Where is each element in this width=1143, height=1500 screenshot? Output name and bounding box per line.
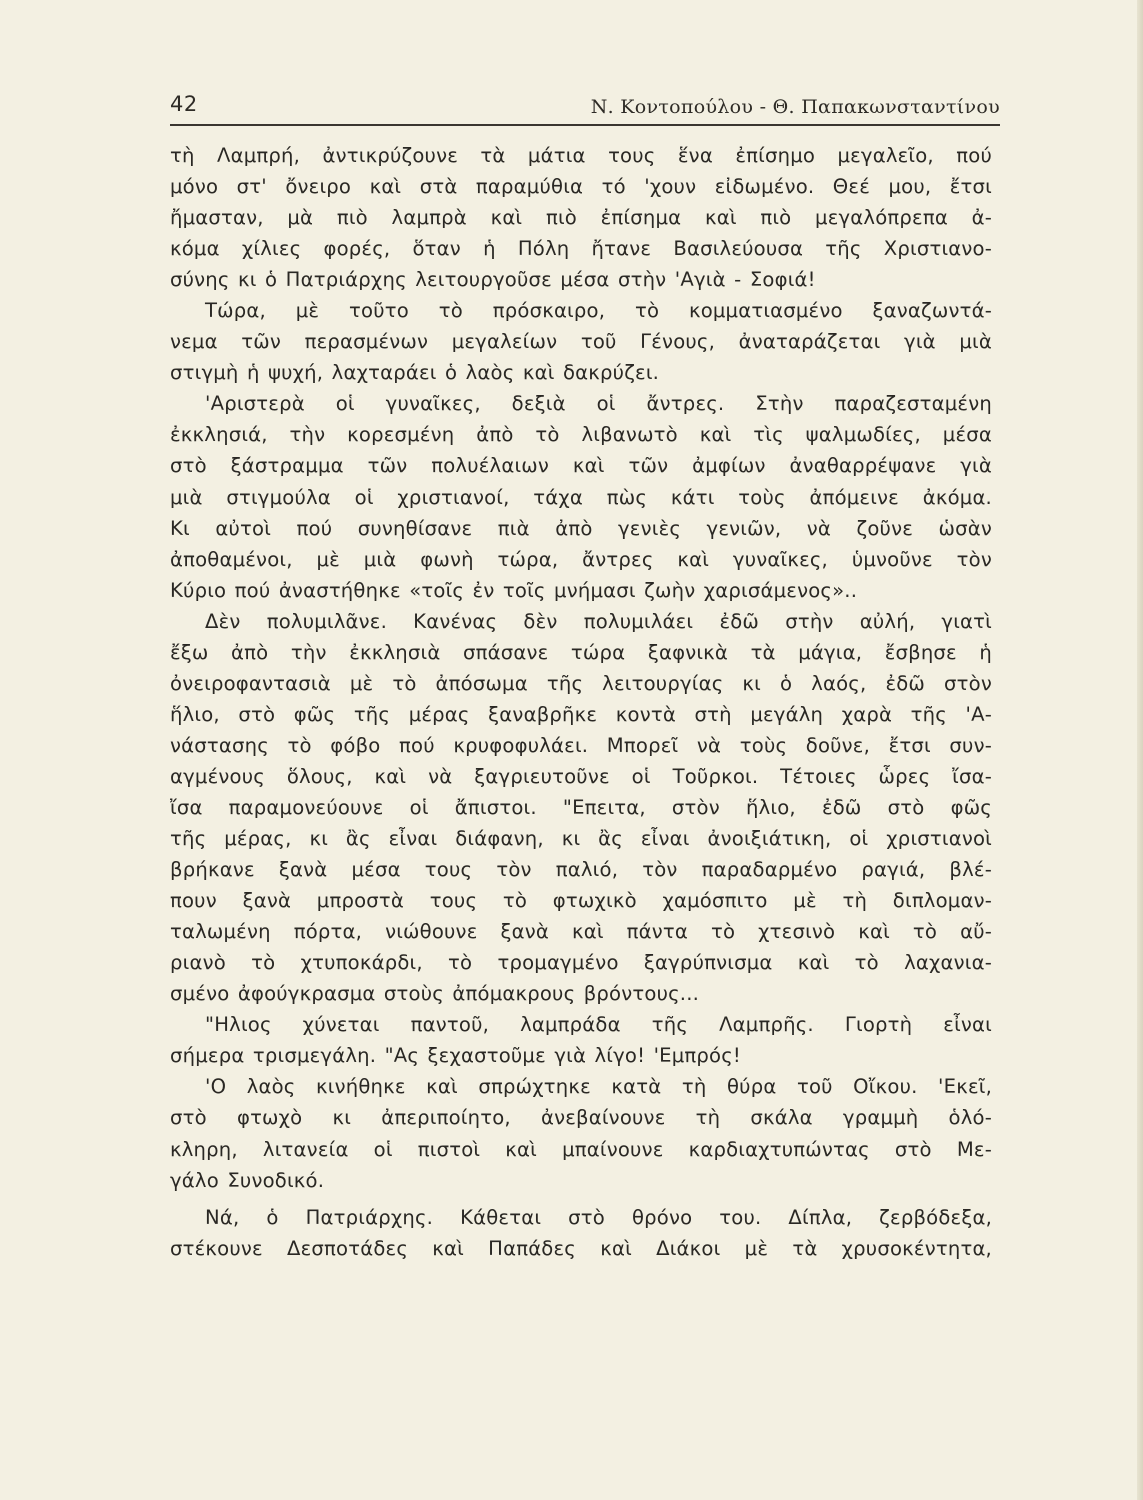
text-line: Δὲν πολυμιλᾶνε. Κανένας δὲν πολυμιλάει ἐδῶ στὴν αὐλή, γιατὶ <box>205 609 992 633</box>
text-line: 'Ο λαὸς κινήθηκε καὶ σπρώχτηκε κατὰ τὴ θύρα τοῦ Οἴκου. 'Εκεῖ, <box>205 1075 992 1099</box>
page-edge <box>1137 0 1143 1500</box>
text-line: ἴσα παραμονεύουνε οἱ ἄπιστοι. "Επειτα, στὸν ἥλιο, ἐδῶ στὸ φῶς <box>170 795 992 819</box>
text-line: ριανὸ τὸ χτυποκάρδι, τὸ τρομαγμένο ξαγρύπνισμα καὶ τὸ λαχανια- <box>170 951 992 975</box>
text-line: ἀποθαμένοι, μὲ μιὰ φωνὴ τώρα, ἄντρες καὶ γυναῖκες, ὑμνοῦνε τὸν <box>170 547 992 571</box>
text-line: Τώρα, μὲ τοῦτο τὸ πρόσκαιρο, τὸ κομματιασμένο ξαναζωντά- <box>205 299 992 323</box>
text-line: ὀνειροφαντασιὰ μὲ τὸ ἀπόσωμα τῆς λειτουργίας κι ὁ λαός, ἐδῶ στὸν <box>170 671 992 695</box>
text-line: νάστασης τὸ φόβο πού κρυφοφυλάει. Μπορεῖ νὰ τοὺς δοῦνε, ἔτσι συν- <box>170 733 992 757</box>
text-line: Κύριο πού ἀναστήθηκε «τοῖς ἐν τοῖς μνήμασι ζωὴν χαρισάμενος».. <box>170 578 858 602</box>
page-number: 42 <box>170 92 198 116</box>
text-line: μιὰ στιγμούλα οἱ χριστιανοί, τάχα πὼς κάτι τοὺς ἀπόμεινε ἀκόμα. <box>170 485 992 509</box>
text-line: Κι αὐτοὶ πού συνηθίσανε πιὰ ἀπὸ γενιὲς γενιῶν, νὰ ζοῦνε ὡσὰν <box>170 516 992 540</box>
text-line: στιγμὴ ἡ ψυχή, λαχταράει ὁ λαὸς καὶ δακρύζει. <box>170 361 660 385</box>
text-line: ἔξω ἀπὸ τὴν ἐκκλησιὰ σπάσανε τώρα ξαφνικὰ τὰ μάγια, ἔσβησε ἡ <box>170 640 992 664</box>
text-line: στὸ ξάστραμμα τῶν πολυέλαιων καὶ τῶν ἀμφίων ἀναθαρρέψανε γιὰ <box>170 454 992 478</box>
text-line: στέκουνε Δεσποτάδες καὶ Παπάδες καὶ Διάκοι μὲ τὰ χρυσοκέντητα, <box>170 1236 992 1260</box>
text-line: γάλο Συνοδικό. <box>170 1168 325 1192</box>
text-line: νεμα τῶν περασμένων μεγαλείων τοῦ Γένους, ἀναταράζεται γιὰ μιὰ <box>170 330 992 354</box>
text-line: "Ηλιος χύνεται παντοῦ, λαμπράδα τῆς Λαμπρῆς. Γιορτὴ εἶναι <box>205 1013 992 1037</box>
text-line: ἥλιο, στὸ φῶς τῆς μέρας ξαναβρῆκε κοντὰ στὴ μεγάλη χαρὰ τῆς 'Α- <box>170 702 992 726</box>
text-line: ταλωμένη πόρτα, νιώθουνε ξανὰ καὶ πάντα τὸ χτεσινὸ καὶ τὸ αὔ- <box>170 920 992 944</box>
text-line: Νά, ὁ Πατριάρχης. Κάθεται στὸ θρόνο του. Δίπλα, ζερβόδεξα, <box>205 1205 992 1229</box>
text-line: σήμερα τρισμεγάλη. "Ας ξεχαστοῦμε γιὰ λίγο! 'Εμπρός! <box>170 1044 741 1068</box>
page-header <box>170 92 1000 126</box>
text-line: 'Αριστερὰ οἱ γυναῖκες, δεξιὰ οἱ ἄντρες. Στὴν παραζεσταμένη <box>205 392 992 416</box>
text-line: βρήκανε ξανὰ μέσα τους τὸν παλιό, τὸν παραδαρμένο ραγιά, βλέ- <box>170 858 992 882</box>
text-line: ἐκκλησιά, τὴν κορεσμένη ἀπὸ τὸ λιβανωτὸ καὶ τὶς ψαλμωδίες, μέσα <box>170 423 992 447</box>
text-line: ἤμασταν, μὰ πιὸ λαμπρὰ καὶ πιὸ ἐπίσημα καὶ πιὸ μεγαλόπρεπα ἀ- <box>170 206 992 230</box>
text-line: στὸ φτωχὸ κι ἀπεριποίητο, ἀνεβαίνουνε τὴ σκάλα γραμμὴ ὁλό- <box>170 1106 992 1130</box>
body-text <box>170 140 992 1264</box>
text-line: κληρη, λιτανεία οἱ πιστοὶ καὶ μπαίνουνε καρδιαχτυπώντας στὸ Με- <box>170 1137 992 1161</box>
header-rule <box>170 124 1000 126</box>
text-line: μόνο στ' ὄνειρο καὶ στὰ παραμύθια τό 'χουν εἰδωμένο. Θεέ μου, ἔτσι <box>170 175 992 199</box>
text-line: αγμένους ὅλους, καὶ νὰ ξαγριευτοῦνε οἱ Τοῦρκοι. Τέτοιες ὧρες ἴσα- <box>170 764 992 788</box>
text-line: τῆς μέρας, κι ἂς εἶναι διάφανη, κι ἂς εἶναι ἀνοιξιάτικη, οἱ χριστιανοὶ <box>170 827 992 851</box>
running-head: Ν. Κοντοπούλου - Θ. Παπακωνσταντίνου <box>590 96 1000 118</box>
text-line: σύνης κι ὁ Πατριάρχης λειτουργοῦσε μέσα στὴν 'Αγιὰ - Σοφιά! <box>170 268 816 292</box>
text-line: κόμα χίλιες φορές, ὅταν ἡ Πόλη ἤτανε Βασιλεύουσα τῆς Χριστιανο- <box>170 237 992 261</box>
text-line: σμένο ἀφούγκρασμα στοὺς ἀπόμακρους βρόντους... <box>170 982 700 1006</box>
text-line: πουν ξανὰ μπροστὰ τους τὸ φτωχικὸ χαμόσπιτο μὲ τὴ διπλομαν- <box>170 889 992 913</box>
text-line: τὴ Λαμπρή, ἀντικρύζουνε τὰ μάτια τους ἕνα ἐπίσημο μεγαλεῖο, πού <box>170 144 992 167</box>
